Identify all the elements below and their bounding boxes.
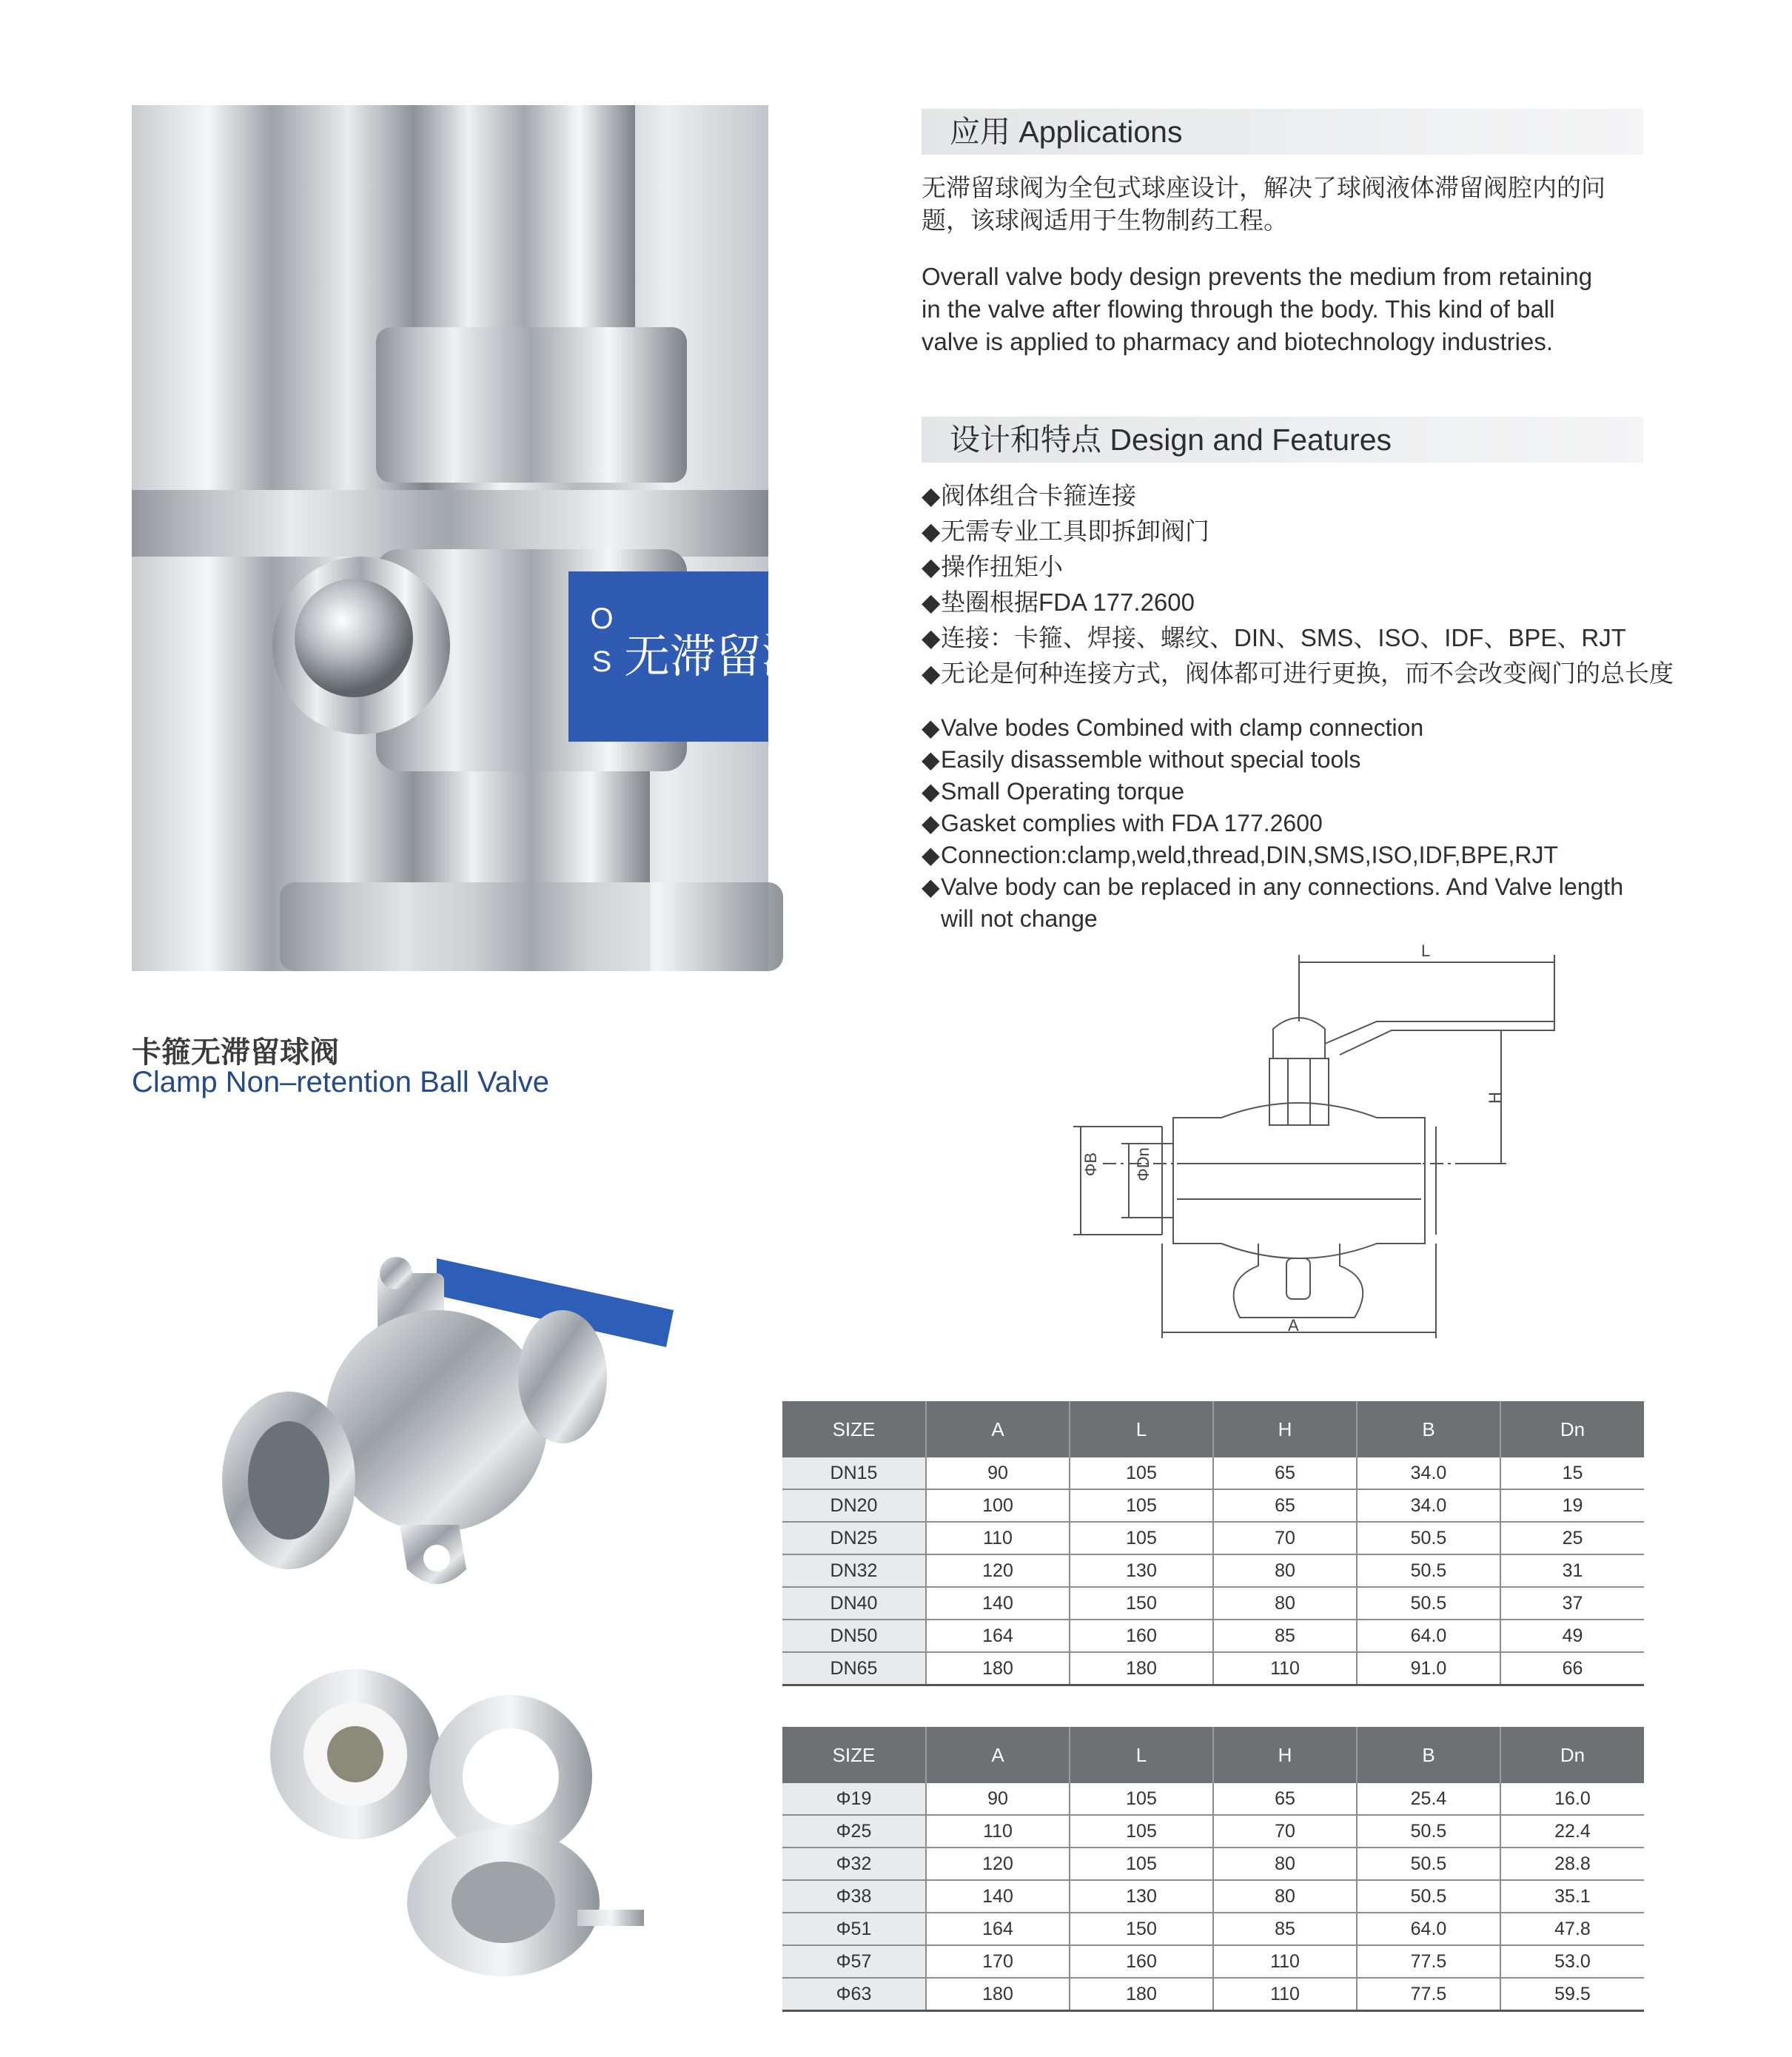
table-cell: 77.5	[1357, 1945, 1500, 1978]
bullet-icon: ◆	[922, 624, 941, 651]
applications-en-line: Overall valve body design prevents the medium from retaining	[922, 263, 1593, 290]
applications-heading: 应用 Applications	[922, 109, 1643, 155]
table-cell: 50.5	[1357, 1554, 1500, 1587]
spec-table-dn	[782, 1401, 1644, 1686]
feature-cn-item: ◆无需专业工具即拆卸阀门	[922, 515, 1674, 551]
bullet-icon: ◆	[922, 746, 940, 773]
table-cell: 25	[1500, 1522, 1644, 1554]
table-cell: 110	[1213, 1945, 1357, 1978]
table-cell: 64.0	[1357, 1913, 1500, 1945]
handle-label: 无滞留液	[624, 631, 808, 682]
table-cell: DN50	[782, 1620, 926, 1652]
bullet-icon: ◆	[922, 873, 940, 900]
bullet-icon: ◆	[922, 660, 941, 687]
table-row	[782, 1848, 1644, 1880]
table-cell: 37	[1500, 1587, 1644, 1620]
header-b: B	[1357, 1401, 1500, 1457]
table-cell: 164	[926, 1620, 1070, 1652]
bullet-icon: ◆	[922, 842, 940, 868]
table-cell: 19	[1500, 1489, 1644, 1522]
dim-label-A: A	[1288, 1316, 1299, 1335]
table-cell: 80	[1213, 1880, 1357, 1913]
table-cell: 180	[926, 1652, 1070, 1685]
feature-en-item: ◆Easily disassemble without special tools	[922, 744, 1623, 776]
table-cell: 105	[1070, 1848, 1213, 1880]
header-l: L	[1070, 1727, 1213, 1783]
table-cell: 50.5	[1357, 1880, 1500, 1913]
table-cell: 50.5	[1357, 1848, 1500, 1880]
table-cell: 35.1	[1500, 1880, 1644, 1913]
header-a: A	[926, 1727, 1070, 1783]
valve-parts-photo	[259, 1665, 644, 1984]
table-cell: 130	[1070, 1554, 1213, 1587]
table-header-row	[782, 1401, 1644, 1457]
table-header-row	[782, 1727, 1644, 1783]
table-cell: 110	[926, 1815, 1070, 1848]
table-cell: 110	[926, 1522, 1070, 1554]
table-cell: 70	[1213, 1815, 1357, 1848]
table-cell: DN15	[782, 1457, 926, 1489]
table-cell: 65	[1213, 1457, 1357, 1489]
table-row	[782, 1620, 1644, 1652]
valve-closeup-photo	[132, 105, 808, 971]
table-cell: 120	[926, 1554, 1070, 1587]
bullet-icon: ◆	[922, 553, 941, 580]
applications-en-line: in the valve after flowing through the body. This kind of ball	[922, 295, 1555, 323]
table-cell: 160	[1070, 1945, 1213, 1978]
header-size: SIZE	[782, 1727, 926, 1783]
header-a: A	[926, 1401, 1070, 1457]
features-cn-list	[922, 480, 1674, 693]
bullet-icon: ◆	[922, 517, 941, 545]
table-cell: 164	[926, 1913, 1070, 1945]
table-cell: Φ38	[782, 1880, 926, 1913]
table-cell: 91.0	[1357, 1652, 1500, 1685]
dim-label-H: H	[1485, 1092, 1504, 1104]
feature-en-item: ◆Connection:clamp,weld,thread,DIN,SMS,ISO,IDF,BPE,RJT	[922, 839, 1623, 871]
table-cell: 105	[1070, 1522, 1213, 1554]
features-en-list	[922, 712, 1623, 935]
product-title-cn: 卡箍无滞留球阀	[132, 1036, 339, 1069]
applications-text-en	[922, 261, 1662, 358]
header-size: SIZE	[782, 1401, 926, 1457]
bullet-icon: ◆	[922, 810, 940, 836]
table-cell: 100	[926, 1489, 1070, 1522]
dim-label-B: ΦB	[1081, 1152, 1101, 1177]
table-row	[782, 1457, 1644, 1489]
table-cell: 140	[926, 1587, 1070, 1620]
table-cell: 31	[1500, 1554, 1644, 1587]
table-cell: 85	[1213, 1913, 1357, 1945]
table-cell: 64.0	[1357, 1620, 1500, 1652]
table-row	[782, 1913, 1644, 1945]
header-dn: Dn	[1500, 1401, 1644, 1457]
feature-en-item: ◆Small Operating torque	[922, 776, 1623, 808]
bullet-icon: ◆	[922, 714, 940, 741]
table-cell: 47.8	[1500, 1913, 1644, 1945]
table-cell: 140	[926, 1880, 1070, 1913]
applications-cn-line: 无滞留球阀为全包式球座设计，解决了球阀液体滞留阀腔内的问	[922, 174, 1605, 201]
bullet-icon: ◆	[922, 778, 940, 805]
feature-en-item: ◆Valve body can be replaced in any connections. And Valve length	[922, 871, 1623, 903]
table-cell: 28.8	[1500, 1848, 1644, 1880]
table-cell: Φ32	[782, 1848, 926, 1880]
table-cell: 22.4	[1500, 1815, 1644, 1848]
table-cell: DN40	[782, 1587, 926, 1620]
table-row	[782, 1522, 1644, 1554]
design-heading: 设计和特点 Design and Features	[922, 417, 1643, 463]
dim-label-Dn: ΦDn	[1133, 1147, 1152, 1181]
feature-cn-item: ◆连接：卡箍、焊接、螺纹、DIN、SMS、ISO、IDF、BPE、RJT	[922, 622, 1674, 657]
table-cell: 105	[1070, 1457, 1213, 1489]
table-body	[782, 1457, 1644, 1685]
table-cell: 34.0	[1357, 1489, 1500, 1522]
table-cell: 50.5	[1357, 1815, 1500, 1848]
table-row	[782, 1978, 1644, 2011]
table-cell: 25.4	[1357, 1783, 1500, 1815]
table-cell: DN20	[782, 1489, 926, 1522]
table-cell: 50.5	[1357, 1587, 1500, 1620]
table-cell: 65	[1213, 1783, 1357, 1815]
product-title-en: Clamp Non–retention Ball Valve	[132, 1066, 550, 1098]
table-row	[782, 1880, 1644, 1913]
table-cell: DN32	[782, 1554, 926, 1587]
applications-text-cn	[922, 172, 1662, 237]
table-cell: 80	[1213, 1554, 1357, 1587]
table-cell: 90	[926, 1783, 1070, 1815]
feature-cn-item: ◆无论是何种连接方式，阀体都可进行更换，而不会改变阀门的总长度	[922, 657, 1674, 693]
table-cell: 105	[1070, 1815, 1213, 1848]
feature-en-item: will not change	[941, 905, 1098, 932]
table-cell: 150	[1070, 1587, 1213, 1620]
header-h: H	[1213, 1727, 1357, 1783]
table-cell: 90	[926, 1457, 1070, 1489]
table-cell: 59.5	[1500, 1978, 1644, 2011]
table-cell: DN65	[782, 1652, 926, 1685]
table-cell: 180	[1070, 1978, 1213, 2011]
table-cell: 170	[926, 1945, 1070, 1978]
table-row	[782, 1554, 1644, 1587]
table-cell: Φ57	[782, 1945, 926, 1978]
header-h: H	[1213, 1401, 1357, 1457]
table-cell: 180	[1070, 1652, 1213, 1685]
table-cell: 70	[1213, 1522, 1357, 1554]
table-row	[782, 1815, 1644, 1848]
table-cell: 120	[926, 1848, 1070, 1880]
header-b: B	[1357, 1727, 1500, 1783]
bullet-icon: ◆	[922, 588, 941, 616]
table-cell: 110	[1213, 1652, 1357, 1685]
table-cell: DN25	[782, 1522, 926, 1554]
table-cell: 34.0	[1357, 1457, 1500, 1489]
table-cell: 160	[1070, 1620, 1213, 1652]
table-cell: 130	[1070, 1880, 1213, 1913]
table-cell: 80	[1213, 1587, 1357, 1620]
dimension-drawing	[1051, 933, 1584, 1347]
table-cell: 66	[1500, 1652, 1644, 1685]
table-cell: 49	[1500, 1620, 1644, 1652]
table-cell: 105	[1070, 1783, 1213, 1815]
table-cell: 53.0	[1500, 1945, 1644, 1978]
table-cell: 15	[1500, 1457, 1644, 1489]
feature-cn-item: ◆垫圈根据FDA 177.2600	[922, 586, 1674, 622]
table-row	[782, 1587, 1644, 1620]
header-dn: Dn	[1500, 1727, 1644, 1783]
table-cell: 180	[926, 1978, 1070, 2011]
table-cell: 16.0	[1500, 1783, 1644, 1815]
applications-en-line: valve is applied to pharmacy and biotechnology industries.	[922, 328, 1554, 355]
table-row	[782, 1652, 1644, 1685]
table-body	[782, 1783, 1644, 2011]
table-cell: 65	[1213, 1489, 1357, 1522]
feature-en-item: ◆Valve bodes Combined with clamp connection	[922, 712, 1623, 744]
table-cell: 50.5	[1357, 1522, 1500, 1554]
table-cell: 110	[1213, 1978, 1357, 2011]
table-cell: Φ19	[782, 1783, 926, 1815]
header-l: L	[1070, 1401, 1213, 1457]
applications-cn-line: 题，该球阀适用于生物制药工程。	[922, 207, 1288, 234]
table-cell: 77.5	[1357, 1978, 1500, 2011]
table-row	[782, 1783, 1644, 1815]
table-cell: 80	[1213, 1848, 1357, 1880]
bullet-icon: ◆	[922, 482, 941, 509]
table-cell: Φ63	[782, 1978, 926, 2011]
assembled-valve-photo	[215, 1214, 688, 1599]
table-row	[782, 1489, 1644, 1522]
table-cell: Φ25	[782, 1815, 926, 1848]
table-cell: 150	[1070, 1913, 1213, 1945]
table-row	[782, 1945, 1644, 1978]
table-cell: 105	[1070, 1489, 1213, 1522]
handle-letters: O S	[590, 603, 614, 678]
feature-cn-item: ◆阀体组合卡箍连接	[922, 480, 1674, 515]
table-cell: 85	[1213, 1620, 1357, 1652]
table-cell: Φ51	[782, 1913, 926, 1945]
feature-cn-item: ◆操作扭矩小	[922, 551, 1674, 586]
feature-en-item: ◆Gasket complies with FDA 177.2600	[922, 808, 1623, 839]
dim-label-L: L	[1421, 942, 1431, 960]
valve-closeup-illustration	[132, 105, 768, 971]
spec-table-phi	[782, 1727, 1644, 2012]
